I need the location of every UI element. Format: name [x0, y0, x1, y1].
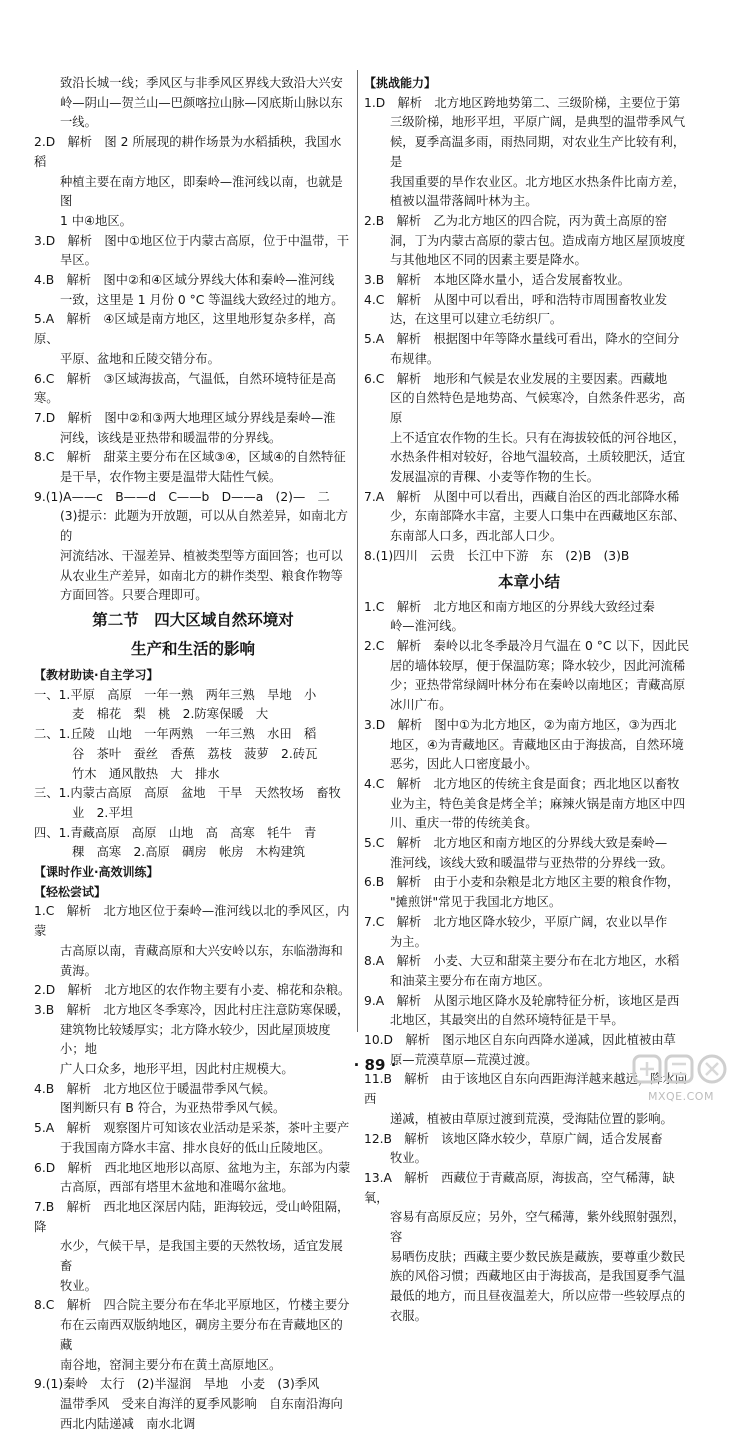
answer-item: 6.C 解析 ③区域海拔高，气温低，自然环境特征是高寒。: [34, 371, 336, 406]
answer-item: 1.C 解析 北方地区和南方地区的分界线大致经过秦: [364, 599, 655, 614]
text-line: 和油菜主要分布在南方地区。: [390, 973, 550, 988]
answer-item: 1.D 解析 北方地区跨地势第二、三级阶梯，主要位于第: [364, 95, 681, 110]
answer-item: 8.A 解析 小麦、大豆和甜菜主要分布在北方地区，水稻: [364, 954, 680, 969]
text-line: 淮河线，该线大致和暖温带与亚热带的分界线一致。: [390, 855, 673, 870]
text-line: 达，在这里可以建立毛纺织厂。: [390, 312, 563, 327]
answer-item: 2.D 解析 图 2 所展现的耕作场景为水稻插秧，我国水稻: [34, 135, 342, 169]
text-line: 平原、盆地和丘陵交错分布。: [60, 351, 220, 366]
text-line: 旱区。: [60, 253, 97, 268]
text-line: 衣服。: [390, 1308, 427, 1323]
text-line: 递减，植被由草原过渡到荒漠，受海陆位置的影响。: [390, 1111, 673, 1126]
text-line: 是干旱，农作物主要是温带大陆性气候。: [60, 470, 282, 485]
text-line: 北地区，其最突出的自然环境特征是干旱。: [390, 1013, 624, 1028]
text-line: 区的自然特色是地势高、气候寒冷，自然条件恶劣，高原: [390, 391, 686, 425]
answer-item: 2.B 解析 乙为北方地区的四合院，丙为黄土高原的窑: [364, 213, 667, 228]
text-line: 族的风俗习惯；西藏地区由于海拔高，是我国夏季气温: [390, 1269, 686, 1284]
text-line: 麦 棉花 梨 桃 2.防寒保暖 大: [72, 707, 269, 722]
text-line: 西北内陆递减 南水北调: [60, 1416, 196, 1431]
text-line: 容易有高原反应；另外，空气稀薄，紫外线照射强烈，容: [390, 1210, 686, 1245]
text-line: 从农业生产差异，如南北方的耕作类型、粮食作物等: [60, 568, 343, 583]
answer-item: 13.A 解析 西藏位于青藏高原，海拔高，空气稀薄，缺氧，: [364, 1170, 675, 1205]
answer-item: 8.(1)四川 云贵 长江中下游 东 (2)B (3)B: [364, 548, 630, 563]
text-line: 广人口众多，地形平坦，因此村庄规模大。: [60, 1062, 294, 1077]
text-line: 为主。: [390, 934, 427, 949]
answer-item: 12.B 解析 该地区降水较少，草原广阔，适合发展畜: [364, 1131, 663, 1146]
chapter-summary-title: 本章小结: [497, 572, 560, 591]
text-line: 岭—淮河线。: [390, 619, 464, 634]
answer-item: 二、1.丘陵 山地 一年两熟 一年三熟 水田 稻: [34, 727, 317, 742]
text-line: 少，东南部降水丰富，主要人口集中在西藏地区东部、: [390, 509, 686, 524]
text-line: 我国重要的旱作农业区。北方地区水热条件比南方差，: [390, 174, 686, 189]
answer-item: 4.B 解析 图中②和④区域分界线大体和秦岭—淮河线: [34, 273, 335, 288]
section-title: 第二节 四大区域自然环境对: [92, 610, 294, 629]
answer-item: 7.C 解析 北方地区降水较少，平原广阔，农业以旱作: [364, 914, 668, 929]
text-line: 三级阶梯，地形平坦，平原广阔，是典型的温带季风气: [390, 115, 686, 130]
text-line: 图判断只有 B 符合，为亚热带季风气候。: [60, 1101, 286, 1116]
text-line: 水热条件相对较好，谷地气温较高，土质较肥沃，适宜: [390, 450, 686, 465]
answer-item: 5.A 解析 观察图片可知该农业活动是采茶，茶叶主要产: [34, 1121, 350, 1136]
text-line: 发展温凉的青稞、小麦等作物的生长。: [390, 470, 600, 485]
section-tag: 【课时作业·高效训练】: [34, 865, 159, 880]
answer-item: 6.B 解析 由于小麦和杂粮是北方地区主要的粮食作物，: [364, 875, 680, 890]
text-line: 川、重庆一带的传统美食。: [390, 816, 538, 831]
column-divider: [357, 70, 358, 1032]
text-line: 于我国南方降水丰富、排水良好的低山丘陵地区。: [60, 1140, 331, 1155]
text-line: 居的墙体较厚，便于保温防寒；降水较少，因此河流稀: [390, 658, 686, 673]
answer-item: 9.(1)秦岭 太行 (2)半湿润 旱地 小麦 (3)季风: [34, 1377, 320, 1392]
answer-item: 8.C 解析 四合院主要分布在华北平原地区，竹楼主要分: [34, 1298, 350, 1313]
text-line: 恶劣，因此人口密度最小。: [390, 757, 538, 772]
text-line: 植被以温带落阔叶林为主。: [390, 194, 538, 209]
text-line: 业为主，特色美食是烤全羊；麻辣火锅是南方地区中四: [390, 796, 686, 811]
text-line: 种植主要在南方地区，即秦岭—淮河线以南，也就是图: [60, 174, 343, 209]
page-number: · 89 ·: [353, 1056, 397, 1074]
answer-item: 5.C 解析 北方地区和南方地区的分界线大致是秦岭—: [364, 836, 668, 851]
answer-item: 7.A 解析 从图中可以看出，西藏自治区的西北部降水稀: [364, 489, 680, 504]
text-line: 业 2.平坦: [72, 805, 133, 820]
text-line: "摊煎饼"常见于我国北方地区。: [390, 895, 562, 910]
section-title: 生产和生活的影响: [130, 639, 255, 658]
right-column: [364, 74, 694, 1327]
text-line: 温带季风 受来自海洋的夏季风影响 自东南沿海向: [60, 1397, 343, 1411]
text-line: 岭—阴山—贺兰山—巴颜喀拉山脉—冈底斯山脉以东: [60, 95, 343, 110]
text-line: 最低的地方，而且昼夜温差大，所以应带一些较厚点的: [390, 1289, 686, 1304]
watermark-url: MXQE.COM: [648, 1090, 714, 1103]
answer-item: 5.A 解析 ④区域是南方地区，这里地形复杂多样，高原、: [34, 312, 336, 347]
text-line: 致沿长城一线；季风区与非季风区界线大致沿大兴安: [60, 76, 343, 90]
text-line: 洞，丁为内蒙古高原的蒙古包。造成南方地区屋顶坡度: [390, 233, 686, 248]
answer-item: 3.B 解析 本地区降水量小，适合发展畜牧业。: [364, 273, 631, 288]
text-line: 一致，这里是 1 月份 0 °C 等温线大致经过的地方。: [60, 292, 344, 307]
text-line: 布规律。: [390, 351, 440, 366]
text-line: 上不适宜农作物的生长。只有在海拔较低的河谷地区，: [390, 430, 686, 445]
text-line: 建筑物比较矮厚实；北方降水较少，因此屋顶坡度小；地: [60, 1022, 331, 1057]
text-line: 与其他地区不同的因素主要是降水。: [390, 253, 587, 268]
text-line: 古高原以南，青藏高原和大兴安岭以东，东临渤海和: [60, 943, 343, 958]
answer-item: 9.(1)A——c B——d C——b D——a (2)— 二: [34, 489, 330, 504]
answer-item: 6.C 解析 地形和气候是农业发展的主要因素。西藏地: [364, 371, 668, 386]
answer-item: 3.B 解析 北方地区冬季寒冷，因此村庄注意防寒保暖，: [34, 1002, 350, 1017]
text-line: 牧业。: [390, 1151, 427, 1166]
text-line: (3)提示：此题为开放题，可以从自然差异，如南北方的: [60, 509, 348, 544]
section-tag: 【挑战能力】: [364, 76, 437, 90]
text-line: 少；亚热带常绿阔叶林分布在秦岭以南地区；青藏高原: [390, 678, 686, 693]
answer-item: 4.C 解析 北方地区的传统主食是面食；西北地区以畜牧: [364, 776, 680, 791]
text-line: 易晒伤皮肤；西藏主要少数民族是藏族，要尊重少数民: [390, 1249, 686, 1264]
text-line: 稞 高寒 2.高原 碉房 帐房 木构建筑: [72, 845, 306, 860]
text-line: 谷 茶叶 蚕丝 香蕉 荔枝 菠萝 2.砖瓦: [72, 746, 318, 761]
section-tag: 【教材助读·自主学习】: [34, 667, 159, 682]
text-line: 1 中④地区。: [60, 213, 132, 228]
answer-item: 9.A 解析 从图示地区降水及轮廓特征分析，该地区是西: [364, 993, 680, 1008]
answer-item: 6.D 解析 西北地区地形以高原、盆地为主，东部为内蒙: [34, 1160, 351, 1175]
text-line: 冰川广布。: [390, 698, 452, 713]
text-line: 方面回答。只要合理即可。: [60, 588, 208, 603]
answer-item: 10.D 解析 图示地区自东向西降水递减，因此植被由草: [364, 1033, 676, 1048]
answer-item: 4.B 解析 北方地区位于暖温带季风气候。: [34, 1081, 276, 1096]
text-line: 布在云南西双版纳地区，碉房主要分布在青藏地区的藏: [60, 1318, 343, 1352]
answer-item: 3.D 解析 图中①地区位于内蒙古高原，位于中温带，干: [34, 233, 350, 248]
text-line: 候，夏季高温多雨，雨热同期，对农业生产比较有利，是: [390, 135, 686, 169]
answer-item: 11.B 解析 由于该地区自东向西距海洋越来越远，降水向西: [364, 1072, 688, 1107]
answer-item: 一、1.平原 高原 一年一熟 两年三熟 旱地 小: [34, 687, 317, 702]
answer-item: 2.D 解析 北方地区的农作物主要有小麦、棉花和杂粮。: [34, 983, 351, 998]
answer-item: 4.C 解析 从图中可以看出，呼和浩特市周围畜牧业发: [364, 292, 668, 307]
answer-item: 5.A 解析 根据图中年等降水量线可看出，降水的空间分: [364, 332, 680, 347]
answer-item: 四、1.青藏高原 高原 山地 高 高寒 牦牛 青: [34, 825, 317, 840]
answer-item: 1.C 解析 北方地区位于秦岭—淮河线以北的季风区，内蒙: [34, 904, 350, 939]
answer-item: 3.D 解析 图中①为北方地区，②为南方地区，③为西北: [364, 717, 677, 732]
answer-item: 三、1.内蒙古高原 高原 盆地 干旱 天然牧场 畜牧: [34, 786, 341, 801]
answer-item: 2.C 解析 秦岭以北冬季最冷月气温在 0 °C 以下，因此民: [364, 638, 690, 653]
section-tag: 【轻松尝试】: [34, 884, 107, 899]
answer-item: 7.D 解析 图中②和③两大地理区域分界线是秦岭—淮: [34, 410, 336, 425]
answer-item: 8.C 解析 甜菜主要分布在区域③④，区域④的自然特征: [34, 450, 346, 465]
text-line: 竹木 通风散热 大 排水: [72, 766, 220, 781]
text-line: 地区，④为青藏地区。青藏地区由于海拔高，自然环境: [390, 737, 684, 752]
text-line: 牧业。: [60, 1278, 97, 1293]
text-line: 河流结冰、干湿差异、植被类型等方面回答；也可以: [60, 548, 343, 563]
text-line: 一线。: [60, 115, 97, 130]
text-line: 黄海。: [60, 963, 97, 978]
text-line: 原—荒漠草原—荒漠过渡。: [390, 1052, 538, 1067]
answer-item: 7.B 解析 西北地区深居内陆，距海较远，受山岭阻隔，降: [34, 1199, 350, 1234]
text-line: 南谷地，窑洞主要分布在黄土高原地区。: [60, 1357, 282, 1372]
left-column: [34, 74, 352, 1434]
text-line: 东南部人口多，西北部人口少。: [390, 529, 563, 544]
text-line: 河线，该线是亚热带和暖温带的分界线。: [60, 430, 282, 445]
text-line: 古高原，西部有塔里木盆地和准噶尔盆地。: [60, 1180, 294, 1195]
text-line: 水少，气候干旱，是我国主要的天然牧场，适宜发展畜: [60, 1239, 343, 1274]
